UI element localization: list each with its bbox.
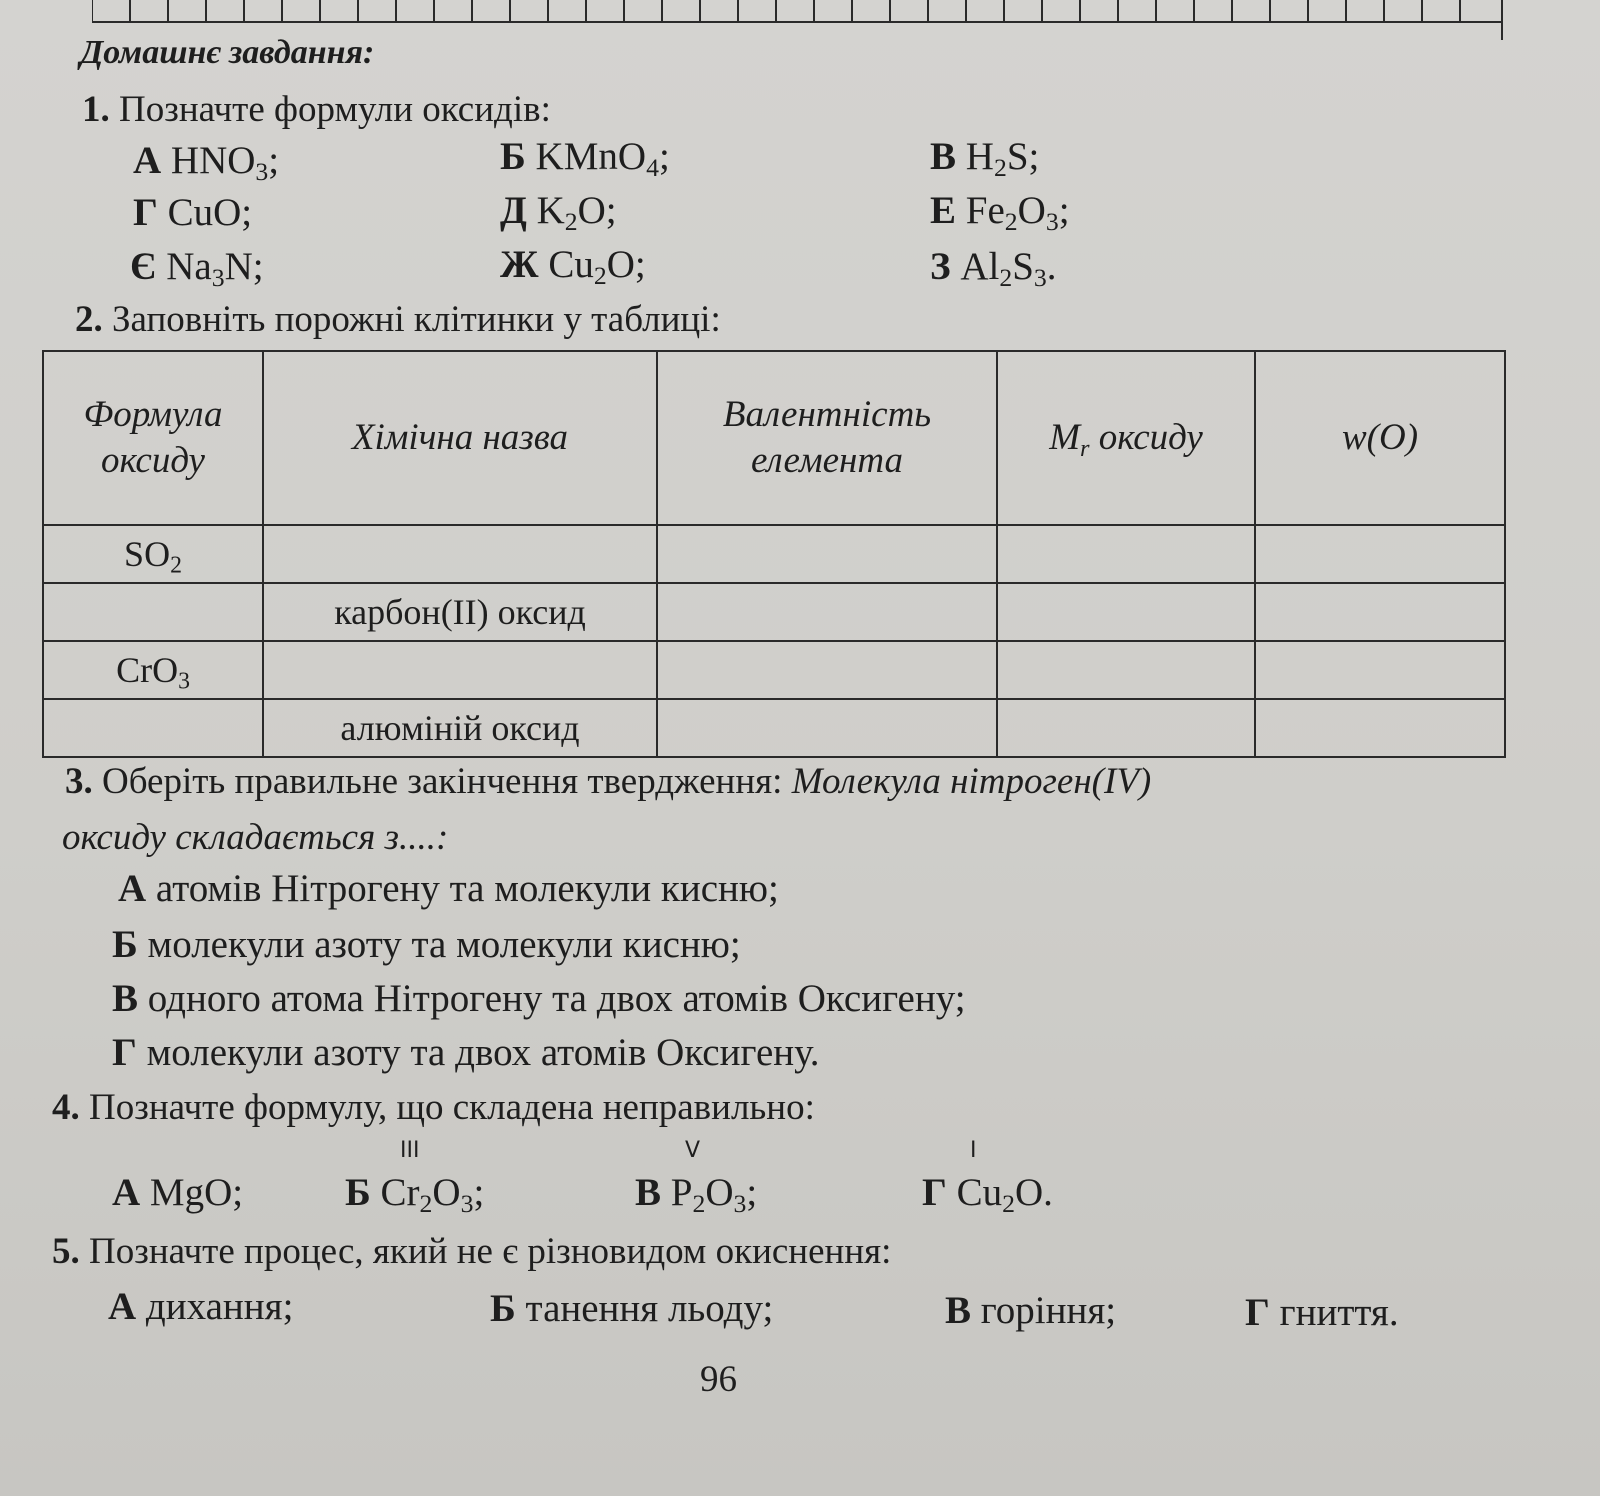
cell-formula (43, 699, 263, 757)
cell-wo (1255, 525, 1505, 583)
cell-valence (657, 641, 997, 699)
header-name: Хімічна назва (263, 351, 657, 525)
cell-valence (657, 583, 997, 641)
table-row (43, 641, 1505, 699)
cell-mr (997, 525, 1255, 583)
q5-option-g: Г гниття. (1245, 1291, 1399, 1334)
question-1 (82, 88, 551, 131)
homework-heading: Домашнє завдання: (80, 34, 375, 71)
question-3-number: 3. (65, 761, 93, 802)
question-2 (75, 298, 721, 341)
q3-option-g: Г молекули азоту та двох атомів Оксигену. (112, 1031, 820, 1074)
page-number: 96 (700, 1359, 737, 1400)
question-4-number: 4. (52, 1087, 80, 1128)
q5-option-v: В горіння; (945, 1289, 1117, 1332)
question-5-text: Позначте процес, який не є різновидом окиснення: (89, 1231, 892, 1272)
cell-formula: $SO_2$ (43, 525, 263, 583)
oxides-table (42, 350, 1506, 758)
table-row (43, 699, 1505, 757)
cell-name (263, 641, 657, 699)
valence-mark-g: I (970, 1138, 977, 1163)
question-1-number: 1. (82, 89, 110, 130)
q1-option-ye: Є $Na_3N$; (130, 245, 264, 293)
q4-option-v: В $P_2O_3$; (635, 1171, 758, 1219)
q1-option-g: Г CuO; (133, 191, 253, 234)
question-4-text: Позначте формулу, що складена неправильно: (89, 1087, 815, 1128)
table-header-row (43, 351, 1505, 525)
q1-option-v: В $H_2S$; (930, 135, 1040, 183)
q4-option-g: Г $Cu_2O$. (922, 1171, 1053, 1219)
q4-option-a: А MgO; (112, 1171, 244, 1214)
q1-option-a: А $HNO_3$; (133, 139, 280, 187)
question-1-text: Позначте формули оксидів: (119, 89, 551, 130)
cell-wo (1255, 641, 1505, 699)
cell-mr (997, 641, 1255, 699)
cell-name (263, 525, 657, 583)
question-2-text: Заповніть порожні клітинки у таблиці: (112, 299, 721, 340)
q3-option-a: А атомів Нітрогену та молекули кисню; (118, 867, 779, 910)
header-formula: Формула оксиду (43, 351, 263, 525)
cell-name: карбон(II) оксид (263, 583, 657, 641)
header-mr: $M_r$ оксиду (997, 351, 1255, 525)
header-wo: w(O) (1255, 351, 1505, 525)
cell-valence (657, 525, 997, 583)
question-4 (52, 1086, 815, 1129)
q1-option-e: Е $Fe_2O_3$; (930, 189, 1070, 237)
q3-option-b: Б молекули азоту та молекули кисню; (112, 923, 741, 966)
q3-option-v: В одного атома Нітрогену та двох атомів Оксигену; (112, 977, 966, 1020)
header-valence: Валентність елемента (657, 351, 997, 525)
q5-option-b: Б танення льоду; (490, 1287, 774, 1330)
q1-option-zh: Ж $Cu_2O$; (500, 243, 646, 291)
q1-option-z: З $Al_2S_3$. (930, 245, 1057, 293)
cell-wo (1255, 583, 1505, 641)
cell-formula (43, 583, 263, 641)
q5-option-a: А дихання; (108, 1285, 294, 1328)
question-2-number: 2. (75, 299, 103, 340)
q1-option-b: Б KMnO$_4$; (500, 135, 670, 183)
cell-wo (1255, 699, 1505, 757)
cell-mr (997, 583, 1255, 641)
question-5 (52, 1230, 891, 1273)
cell-valence (657, 699, 997, 757)
table-row (43, 583, 1505, 641)
valence-mark-b: III (400, 1138, 420, 1163)
cell-formula: CrO$_3$ (43, 641, 263, 699)
question-3-text: Оберіть правильне закінчення твердження: (102, 761, 783, 802)
question-3-statement-start: Молекула нітроген(IV) (791, 761, 1152, 802)
q4-option-b: Б $Cr_2O_3$; (345, 1171, 485, 1219)
question-5-number: 5. (52, 1231, 80, 1272)
valence-mark-v: V (685, 1138, 701, 1163)
question-3-statement-end: оксиду складається з....: (62, 817, 449, 858)
cell-name: алюміній оксид (263, 699, 657, 757)
cell-mr (997, 699, 1255, 757)
question-3 (65, 760, 1151, 803)
table-row (43, 525, 1505, 583)
q1-option-d: Д $K_2O$; (500, 189, 617, 237)
